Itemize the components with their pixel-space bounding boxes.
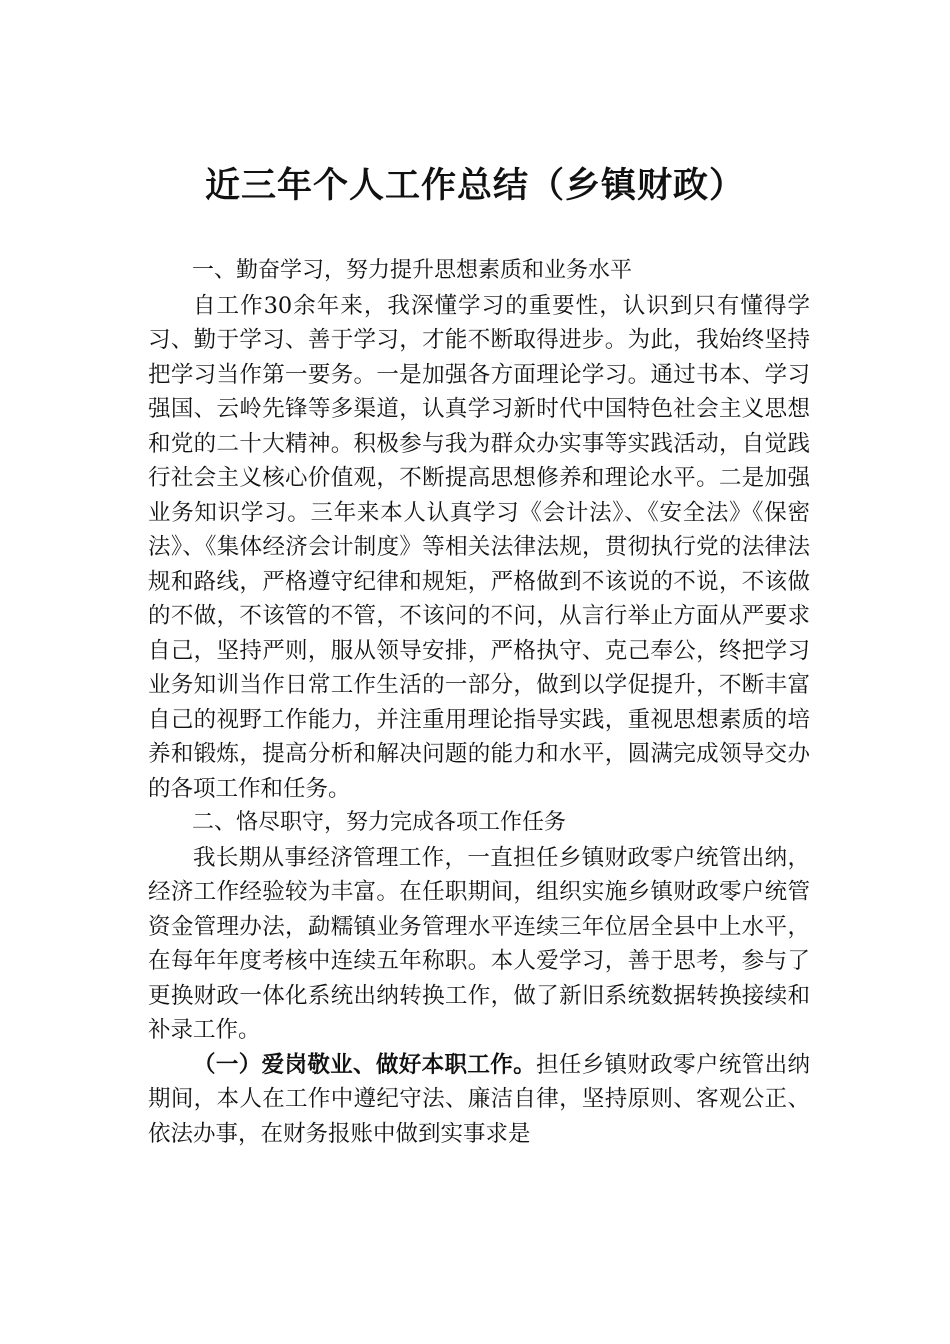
section-1-paragraph: 自工作30余年来，我深懂学习的重要性，认识到只有懂得学习、勤于学习、善于学习，才能不断取得进步。为此，我始终坚持把学习当作第一要务。一是加强各方面理论学习。通过书本、学习强国、云岭先锋等多渠道，认真学习新时代中国特色社会主义思想和党的二十大精神。积极参与我为群众办实事等实践活动，自觉践行社会主义核心价值观，不断提高思想修养和理论水平。二是加强业务知识学习。三年来本人认真学习《会计法》、《安全法》《保密法》、《集体经济会计制度》等相关法律法规，贯彻执行党的法律法规和路线，严格遵守纪律和规矩，严格做到不该说的不说，不该做的不做，不该管的不管，不该问的不问，从言行举止方面从严要求自己，坚持严则，服从领导安排，严格执守、克己奉公，终把学习业务知训当作日常工作生活的一部分，做到以学促提升，不断丰富自己的视野工作能力，并注重用理论指导实践，重视思想素质的培养和锻炼，提高分析和解决问题的能力和水平，圆满完成领导交办的各项工作和任务。 — [148, 292, 810, 802]
subsection-heading: （一）爱岗敬业、做好本职工作。 — [193, 1051, 536, 1078]
section-heading-2: 二、恪尽职守，努力完成各项工作任务 — [192, 810, 567, 835]
subsection-paragraph — [148, 1048, 810, 1152]
document-title: 近三年个人工作总结（乡镇财政） — [204, 165, 745, 206]
document-body — [148, 254, 810, 1151]
section-2-paragraph: 我长期从事经济管理工作，一直担任乡镇财政零户统管出纳，经济工作经验较为丰富。在任职期间，组织实施乡镇财政零户统管资金管理办法，勐糯镇业务管理水平连续三年位居全县中上水平，在每年年度考核中连续五年称职。本人爱学习，善于思考，参与了更换财政一体化系统出纳转换工作，做了新旧系统数据转换接续和补录工作。 — [148, 844, 810, 1043]
subsection-text: 担任乡镇财政零户统管出纳期间，本人在工作中遵纪守法、廉洁自律，坚持原则、客观公正、依法办事，在财务报账中做到实事求是 — [148, 1051, 810, 1147]
section-heading-1: 一、勤奋学习，努力提升思想素质和业务水平 — [192, 258, 633, 283]
